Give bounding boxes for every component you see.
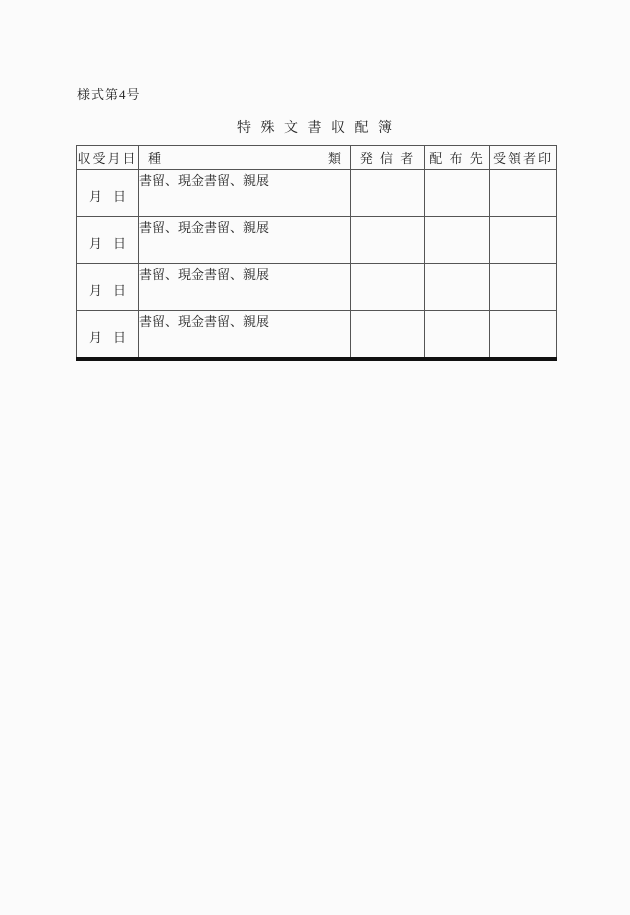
header-kind <box>139 146 351 170</box>
row-kind-cell: 書留、現金書留、親展 <box>139 217 351 264</box>
day-label: 日 <box>113 188 127 204</box>
row-kind-cell: 書留、現金書留、親展 <box>139 170 351 217</box>
document-title: 特 殊 文 書 収 配 簿 <box>237 121 395 136</box>
row-date-cell <box>77 311 139 360</box>
row-date-cell <box>77 217 139 264</box>
month-label: 月 <box>88 282 102 298</box>
header-distribution: 配 布 先 <box>425 146 490 170</box>
form-number-label: 様式第4号 <box>77 87 141 102</box>
day-label: 日 <box>113 282 127 298</box>
day-label: 日 <box>113 235 127 251</box>
row-seal-cell <box>490 311 557 360</box>
row-seal-cell <box>490 264 557 311</box>
row-date-cell <box>77 264 139 311</box>
month-label: 月 <box>88 329 102 345</box>
row-kind-cell: 書留、現金書留、親展 <box>139 311 351 360</box>
header-recipient-seal: 受領者印 <box>490 146 557 170</box>
header-receipt-date: 収受月日 <box>77 146 139 170</box>
row-kind-cell: 書留、現金書留、親展 <box>139 264 351 311</box>
month-label: 月 <box>88 235 102 251</box>
row-sender-cell <box>351 217 425 264</box>
header-kind-right: 類 <box>327 151 341 166</box>
row-seal-cell <box>490 217 557 264</box>
header-kind-left: 種 <box>148 151 162 166</box>
header-sender: 発 信 者 <box>351 146 425 170</box>
month-label: 月 <box>88 188 102 204</box>
table-header-row <box>77 146 557 170</box>
row-distribution-cell <box>425 311 490 360</box>
table-row <box>77 311 557 360</box>
row-sender-cell <box>351 170 425 217</box>
row-distribution-cell <box>425 264 490 311</box>
row-sender-cell <box>351 264 425 311</box>
row-seal-cell <box>490 170 557 217</box>
day-label: 日 <box>113 329 127 345</box>
table-row <box>77 217 557 264</box>
row-date-cell <box>77 170 139 217</box>
special-document-register-table <box>76 145 557 361</box>
table-row <box>77 170 557 217</box>
row-sender-cell <box>351 311 425 360</box>
table-row <box>77 264 557 311</box>
row-distribution-cell <box>425 217 490 264</box>
row-distribution-cell <box>425 170 490 217</box>
